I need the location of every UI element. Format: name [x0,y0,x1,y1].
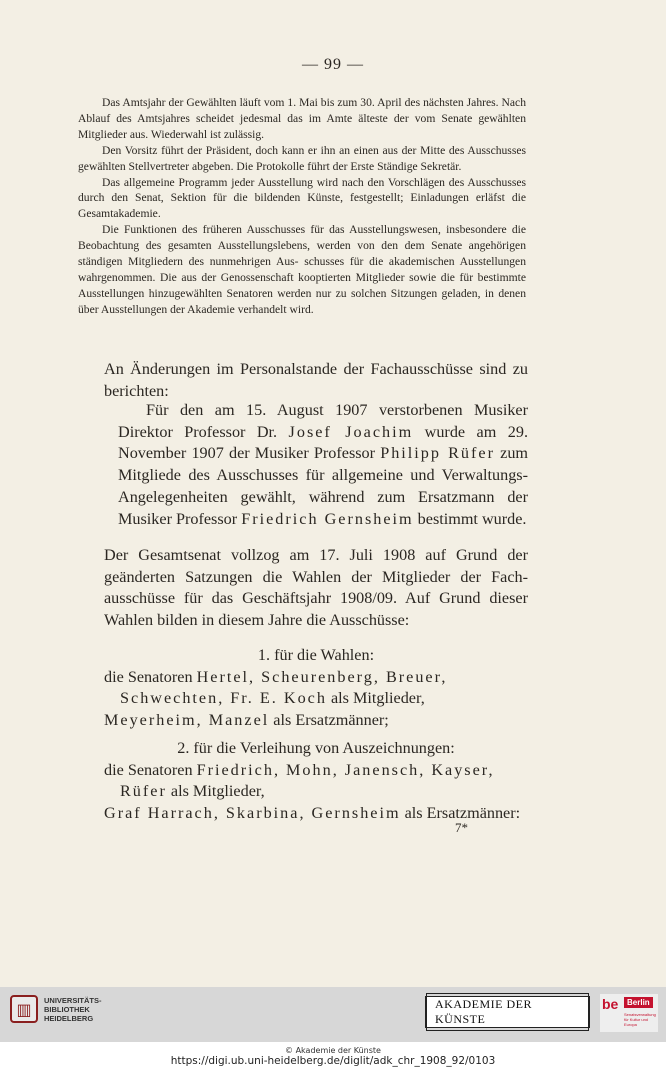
text-run: zum Mitgliede des Ausschusses für allgemeine und Verwaltungs-Angelegenheiten gewählt, während zum Ersatzmann der Musiker Professor [118,444,528,528]
senat-paragraph: Der Gesamtsenat vollzog am 17. Juli 1908 auf Grund der geänderten Satzungen die Wahlen der Mitglieder der Fach- ausschüsse für das Geschäftsjahr 1908/09. Auf Grund dieser Wahlen bilden in diesem Jahre die Ausschüsse: [104,546,528,630]
berlin-subtitle: Senatsverwaltung für Kultur und Europa [624,1012,656,1027]
text-run: die Senatoren [104,760,197,779]
berlin-badge: Berlin [624,997,653,1008]
senat-block [104,545,528,632]
name-spaced: Philipp Rüfer [380,444,495,463]
name-spaced: Graf Harrach, Skarbina, Gernsheim [104,804,401,823]
list-line [104,781,528,803]
list-heading: 2. für die Verleihung von Auszeichnungen: [177,739,455,757]
small-text-block [78,95,526,318]
list-heading: 1. für die Wahlen: [257,646,375,664]
intro-paragraph: An Änderungen im Personalstande der Fachausschüsse sind zu berichten: [104,360,528,400]
name-spaced: Friedrich Gernsheim [241,509,414,528]
list-line [104,760,528,782]
ub-heidelberg-text: UNIVERSITÄTS- BIBLIOTHEK HEIDELBERG [44,995,102,1023]
source-url[interactable]: https://digi.ub.uni-heidelberg.de/diglit/adk_chr_1908_92/0103 [170,1055,496,1067]
footer-band [0,987,666,1042]
joachim-paragraph [118,400,528,530]
library-icon: ▥ [10,995,38,1023]
copyright-credit: © Akademie der Künste [285,1046,381,1055]
signature-mark: 7* [455,820,468,835]
paragraph: Den Vorsitz führt der Präsident, doch kann er ihn an einen aus der Mitte des Ausschusses gewählten Stellvertreter abgeben. Die Protokolle führt der Erste Ständige Sekretär. [78,143,526,173]
paragraph: Die Funktionen des früheren Ausschusses für das Ausstellungswesen, insbesondere die Beobachtung des gesamten Ausstellungslebens, werden von den dem Senate angehörigen ständigen Mitgliedern des nunmehrigen Aus- schusses für die akademischen Ausstellungen wahrgenommen. Die aus der Genossenschaft kooptierten Mitglieder sowie die für bestimmte Ausstellungen hinzugewählten Senatoren werden nur zu solchen Sitzungen geladen, in denen über Ausstellungen der Akademie verhandelt wird. [78,223,526,316]
text-run: wurde am 29. November 1907 der Musiker Professor [118,422,528,463]
list-line [104,688,528,710]
name-spaced: Meyerheim, Manzel [104,711,270,730]
name-spaced: Friedrich, Mohn, Janensch, Kayser, [196,760,495,779]
text-run: als Mitglieder, [166,782,265,801]
name-spaced: Schwechten, Fr. E. Koch [120,689,327,708]
list-line [104,667,528,689]
text-run: Für den am 15. August 1907 verstorbenen Musiker Direktor Professor Dr. [118,401,528,441]
text-run: als Mitglieder, [326,689,425,708]
name-spaced: Hertel, Scheurenberg, Breuer, [196,667,448,686]
text-run: die Senatoren [104,667,197,686]
berlin-logo[interactable] [600,994,658,1032]
akademie-text: AKADEMIE DER KÜNSTE [426,993,589,1031]
akademie-logo[interactable] [425,996,590,1028]
committee-list-awards [104,738,528,825]
paragraph: Das allgemeine Programm jeder Ausstellung wird nach den Vorschlägen des Ausschusses durch den Senat, Sektion für die bildenden Künste, festgestellt; Einladungen erläfst die Gesamtakademie. [78,175,526,221]
text-run: als Ersatzmänner: [400,804,521,823]
name-spaced: Rüfer [120,782,167,801]
paragraph: Das Amtsjahr der Gewählten läuft vom 1. Mai bis zum 30. April des nächsten Jahres. Nach Ablauf des Amtsjahres scheidet jedesmal das im Amte älteste der vom Senate gewählten Mitglieder aus. Wiederwahl ist zulässig. [78,96,526,141]
page-number: — 99 — [302,56,364,73]
committee-list-elections [104,645,528,732]
intro-block [104,359,528,402]
text-run: als Ersatzmänner; [269,711,389,730]
joachim-block [118,400,528,530]
berlin-mark: be [602,996,619,1012]
list-line [104,710,528,732]
ub-heidelberg-logo[interactable] [10,995,102,1023]
name-spaced: Josef Joachim [288,422,414,441]
text-run: bestimmt wurde. [413,509,527,528]
